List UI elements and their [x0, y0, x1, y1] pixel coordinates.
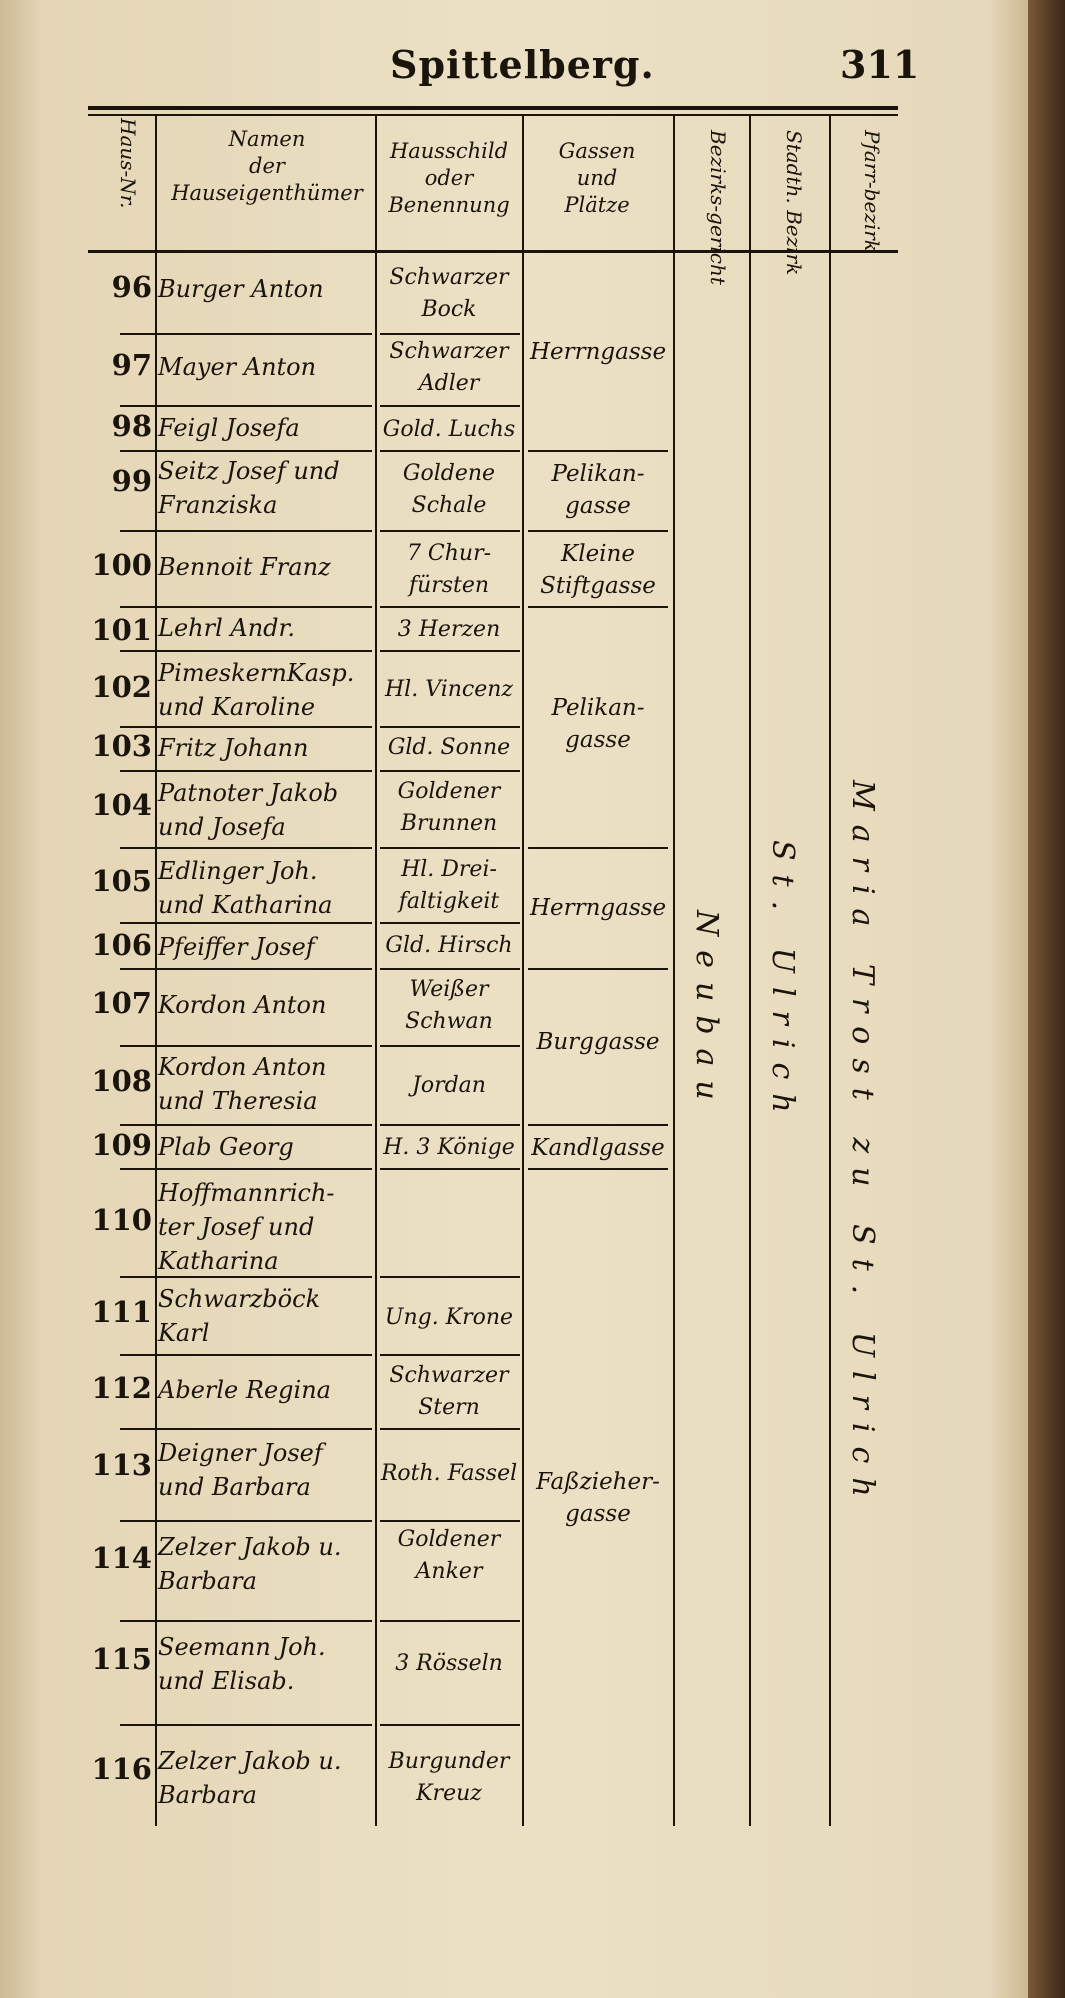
street-name: Herrngasse — [529, 895, 667, 921]
house-number: 111 — [91, 1295, 152, 1329]
street-name: Pelikan- gasse — [551, 695, 645, 753]
owner-name: Seemann Joh. und Elisab. — [158, 1633, 326, 1695]
street-name: Pelikan- gasse — [551, 461, 645, 519]
owner-name: Aberle Regina — [158, 1376, 331, 1404]
house-sign: H. 3 Könige — [383, 1135, 515, 1160]
col-header-hausschild: Hausschild oder Benennung — [388, 139, 510, 217]
street-divider — [528, 530, 668, 532]
house-number: 97 — [111, 348, 152, 382]
house-number: 105 — [91, 864, 152, 898]
house-number: 110 — [91, 1203, 152, 1237]
row-divider — [120, 1168, 372, 1170]
house-sign: Jordan — [412, 1073, 486, 1098]
row-divider — [120, 1354, 372, 1356]
street-divider — [528, 847, 668, 849]
row-divider — [120, 1124, 372, 1126]
row-divider — [380, 405, 520, 407]
owner-name: Hoffmannrich- ter Josef und Katharina — [158, 1179, 335, 1275]
owner-name: Zelzer Jakob u. Barbara — [158, 1533, 342, 1595]
row-divider — [120, 770, 372, 772]
owner-name: Plab Georg — [158, 1133, 294, 1161]
row-divider — [380, 968, 520, 970]
house-number: 103 — [91, 729, 152, 763]
row-divider — [380, 726, 520, 728]
house-number: 113 — [91, 1448, 152, 1482]
house-number: 98 — [111, 409, 152, 443]
owner-name: Fritz Johann — [158, 734, 309, 762]
owner-name: Schwarzböck Karl — [158, 1285, 321, 1347]
house-number: 99 — [111, 464, 152, 498]
col-line — [522, 116, 524, 1826]
house-number: 108 — [91, 1064, 152, 1098]
house-sign: Goldener Brunnen — [397, 779, 501, 836]
house-sign: Hl. Drei- faltigkeit — [398, 857, 500, 914]
row-divider — [120, 922, 372, 924]
row-divider — [120, 847, 372, 849]
col-header-haus-nr: Haus-Nr. — [116, 118, 140, 209]
row-divider — [380, 1354, 520, 1356]
house-number: 96 — [111, 270, 152, 304]
house-number: 114 — [91, 1541, 152, 1575]
house-sign: Schwarzer Adler — [389, 339, 509, 396]
col-line — [155, 116, 157, 1826]
row-divider — [120, 1620, 372, 1622]
row-divider — [380, 1276, 520, 1278]
house-number: 100 — [91, 548, 152, 582]
row-divider — [380, 1045, 520, 1047]
page-number: 311 — [840, 42, 920, 87]
row-divider — [120, 450, 372, 452]
header-rule — [88, 250, 898, 253]
row-divider — [120, 1428, 372, 1430]
row-divider — [120, 1045, 372, 1047]
street-divider — [528, 968, 668, 970]
house-sign: Burgunder Kreuz — [388, 1749, 510, 1806]
owner-name: Kordon Anton und Theresia — [158, 1053, 327, 1115]
street-divider — [528, 450, 668, 452]
col-line — [749, 116, 751, 1826]
row-divider — [120, 333, 372, 335]
owner-name: Feigl Josefa — [158, 414, 300, 442]
street-name: Kandlgasse — [531, 1135, 665, 1161]
row-divider — [380, 1620, 520, 1622]
house-number: 107 — [91, 986, 152, 1020]
col-line — [829, 116, 831, 1826]
house-number: 109 — [91, 1128, 152, 1162]
col-line — [375, 116, 377, 1826]
row-divider — [380, 1520, 520, 1522]
row-divider — [120, 530, 372, 532]
house-sign: Gld. Hirsch — [385, 933, 513, 958]
house-sign: Hl. Vincenz — [384, 677, 513, 702]
row-divider — [120, 606, 372, 608]
house-sign: 3 Herzen — [397, 617, 501, 642]
street-divider — [528, 606, 668, 608]
house-sign: Gld. Sonne — [387, 735, 511, 760]
house-sign: Roth. Fassel — [380, 1461, 518, 1486]
house-number: 102 — [91, 670, 152, 704]
row-divider — [120, 650, 372, 652]
street-name: Kleine Stiftgasse — [540, 541, 656, 599]
row-divider — [120, 1520, 372, 1522]
top-rule-thin — [88, 114, 898, 116]
row-divider — [120, 405, 372, 407]
house-sign: Weißer Schwan — [405, 977, 493, 1034]
house-number: 115 — [91, 1642, 152, 1676]
house-sign: Ung. Krone — [384, 1305, 514, 1330]
street-name: Faßzieher- gasse — [536, 1469, 660, 1527]
row-divider — [380, 922, 520, 924]
house-sign: Goldener Anker — [397, 1527, 501, 1584]
owner-name: PimeskernKasp. und Karoline — [158, 659, 355, 721]
house-number: 104 — [91, 788, 152, 822]
col-line — [673, 116, 675, 1826]
owner-name: Pfeiffer Josef — [158, 933, 315, 961]
owner-name: Mayer Anton — [158, 353, 317, 381]
row-divider — [380, 1168, 520, 1170]
house-sign: Gold. Luchs — [382, 417, 516, 442]
owner-name: Kordon Anton — [158, 991, 327, 1019]
page-title: Spittelberg. — [390, 42, 655, 87]
house-sign: 7 Chur- fürsten — [406, 541, 492, 598]
street-name: Burggasse — [536, 1029, 660, 1055]
col-header-stadth-bezirk: Stadth. Bezirk — [782, 130, 806, 276]
row-divider — [120, 1724, 372, 1726]
stadth-bezirk-label: St. Ulrich — [765, 840, 800, 1127]
col-header-gassen: Gassen und Plätze — [558, 139, 636, 217]
row-divider — [380, 650, 520, 652]
col-header-bezirksgericht: Bezirks-gericht — [706, 130, 730, 285]
house-number: 116 — [91, 1752, 152, 1786]
row-divider — [380, 606, 520, 608]
owner-name: Burger Anton — [158, 275, 324, 303]
row-divider — [380, 847, 520, 849]
col-header-pfarrbezirk: Pfarr-bezirk — [860, 130, 884, 252]
row-divider — [380, 530, 520, 532]
row-divider — [380, 1124, 520, 1126]
row-divider — [120, 968, 372, 970]
owner-name: Deigner Josef und Barbara — [158, 1439, 323, 1501]
bezirksgericht-label: Neubau — [689, 910, 724, 1114]
owner-name: Bennoit Franz — [158, 553, 331, 581]
house-sign: Goldene Schale — [402, 461, 496, 518]
row-divider — [380, 450, 520, 452]
row-divider — [380, 1724, 520, 1726]
house-number: 101 — [91, 613, 152, 647]
owner-name: Edlinger Joh. und Katharina — [158, 857, 333, 919]
top-rule — [88, 106, 898, 110]
street-divider — [528, 1168, 668, 1170]
row-divider — [380, 1428, 520, 1430]
pfarrbezirk-label: Maria Trost zu St. Ulrich — [845, 780, 880, 1511]
house-sign: Schwarzer Stern — [389, 1363, 509, 1420]
house-sign: 3 Rösseln — [395, 1651, 503, 1676]
row-divider — [380, 770, 520, 772]
row-divider — [380, 333, 520, 335]
row-divider — [120, 1276, 372, 1278]
house-number: 112 — [91, 1371, 152, 1405]
house-number: 106 — [91, 928, 152, 962]
owner-name: Lehrl Andr. — [158, 614, 295, 642]
owner-name: Zelzer Jakob u. Barbara — [158, 1747, 342, 1809]
row-divider — [120, 726, 372, 728]
house-sign: Schwarzer Bock — [389, 265, 509, 322]
owner-name: Seitz Josef und Franziska — [158, 457, 340, 519]
street-name: Herrngasse — [529, 339, 667, 365]
col-header-namen: Namen der Hauseigenthümer — [171, 127, 363, 205]
book-spine — [1028, 0, 1065, 1998]
owner-name: Patnoter Jakob und Josefa — [158, 779, 339, 841]
street-divider — [528, 1124, 668, 1126]
